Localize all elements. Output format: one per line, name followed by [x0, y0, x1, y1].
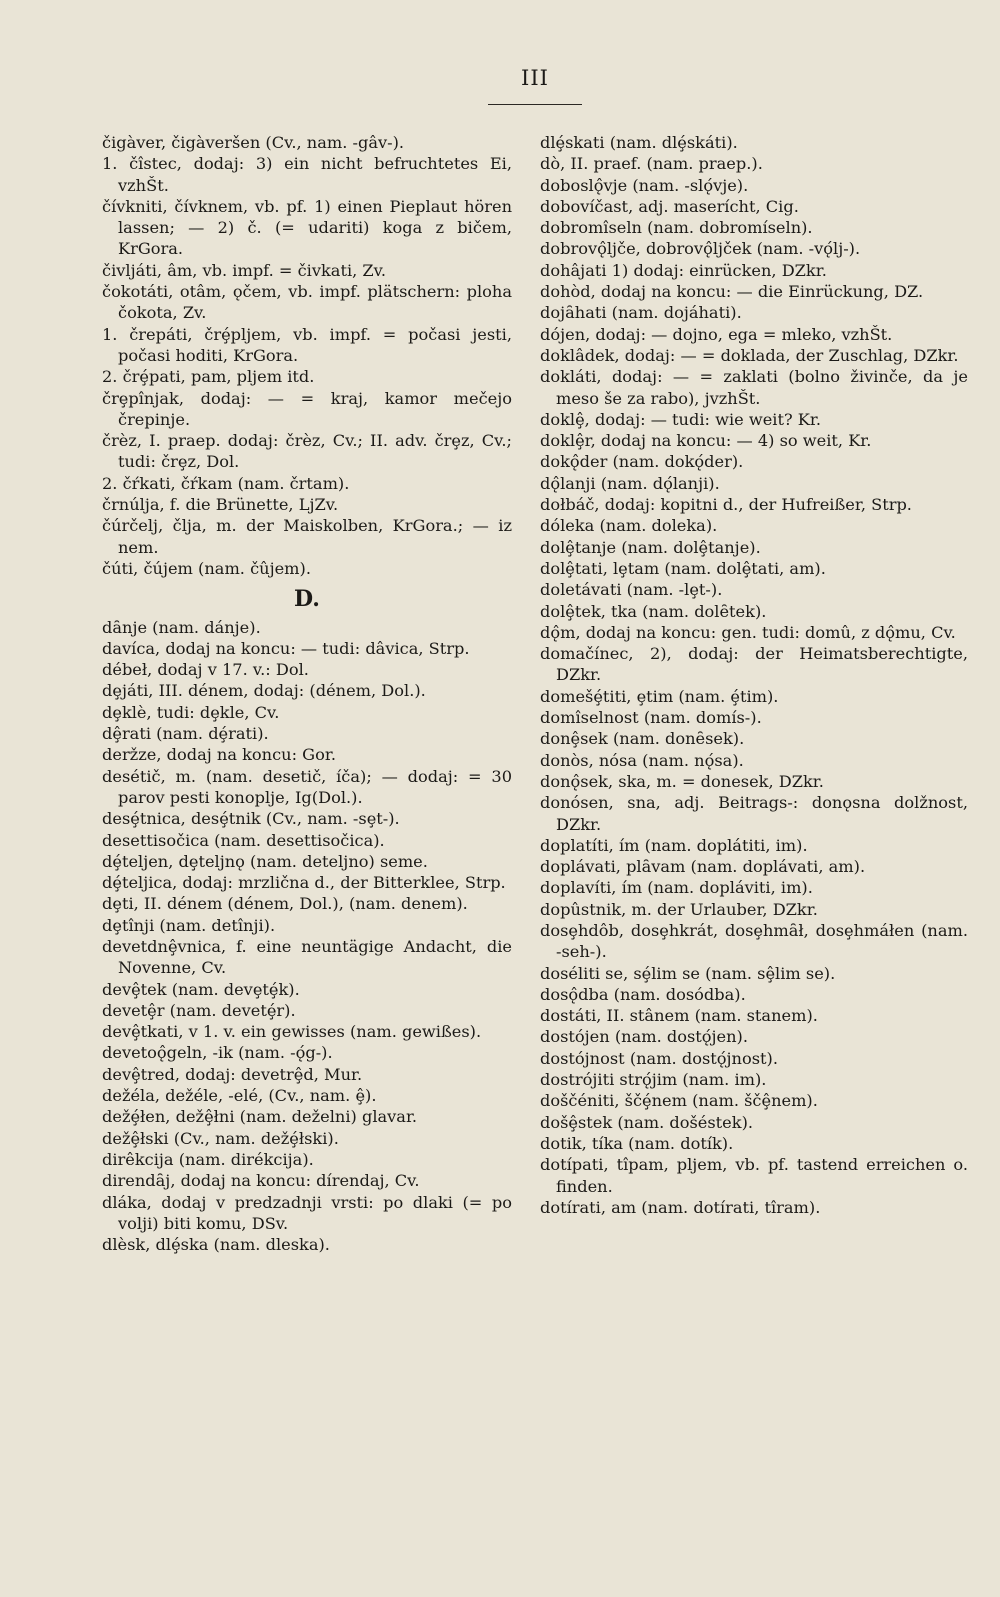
dictionary-entry: dopûstnik, m. der Urlauber, DZkr. — [540, 899, 818, 919]
dictionary-entry: direndȃj, dodaj na koncu: dírendaj, Cv. — [102, 1171, 420, 1191]
dictionary-entry: dojȃhati (nam. dojáhati). — [540, 303, 742, 323]
section-letter: D. — [294, 586, 320, 613]
dictionary-entry: dirêkcija (nam. dirékcija). — [102, 1149, 314, 1169]
right-column — [540, 132, 968, 1218]
dictionary-entry: devetdnȩ̂vnica, f. eine neuntägige Andacht, die Novenne, Cv. — [102, 936, 512, 978]
dictionary-entry: domešȩ́titi, ȩtim (nam. ȩ́tim). — [540, 686, 779, 706]
dictionary-entry: črnúlja, f. die Brünette, LjZv. — [102, 495, 339, 515]
header-rule — [488, 104, 582, 105]
dictionary-entry: dȩ́teljen, dȩteljnǫ (nam. deteljno) seme. — [102, 851, 428, 871]
dictionary-entry: doklâdek, dodaj: — = doklada, der Zuschlag, DZkr. — [540, 345, 959, 365]
dictionary-entry: čúti, čújem (nam. čûjem). — [102, 558, 311, 578]
dictionary-entry: dláka, dodaj v predzadnji vrsti: po dlaki (= po volji) biti komu, DSv. — [102, 1192, 512, 1233]
dictionary-entry: deržze, dodaj na koncu: Gor. — [102, 745, 336, 765]
dictionary-entry: dȃnje (nam. dánje). — [102, 617, 261, 637]
dictionary-entry: dokláti, dodaj: — = zaklati (bolno živinče, da je meso še za rabo), jvzhŠt. — [540, 367, 968, 408]
dictionary-entry: dǫ̂m, dodaj na koncu: gen. tudi: domû, z dǫ̂mu, Cv. — [540, 622, 956, 642]
dictionary-entry: 1. črepáti, črȩ́pljem, vb. impf. = počasi jesti, počasi hoditi, KrGora. — [102, 324, 512, 365]
dictionary-entry: 2. črȩ́pati, pam, pljem itd. — [102, 367, 315, 387]
dictionary-entry: čigàver, čigàveršen (Cv., nam. -gâv-). — [102, 133, 405, 152]
dictionary-entry: desettisočica (nam. desettisočica). — [102, 830, 385, 850]
dictionary-entry: dostáti, II. stânem (nam. stanem). — [540, 1006, 818, 1026]
dictionary-entry: dȩklè, tudi: dȩkle, Cv. — [102, 702, 280, 722]
dictionary-entry: dlȩ́skati (nam. dlȩ́skáti). — [540, 133, 738, 152]
dictionary-entry: črȩpînjak, dodaj: — = kraj, kamor mečejo črepinje. — [102, 388, 512, 429]
dictionary-entry: dotípati, tîpam, pljem, vb. pf. tastend erreichen o. finden. — [540, 1155, 968, 1196]
dictionary-entry: dȩjáti, III. dénem, dodaj: (dénem, Dol.). — [102, 681, 426, 701]
entry-list-d-continued — [540, 132, 968, 1218]
dictionary-entry: doboslǫ̂vje (nam. -slǫ́vje). — [540, 175, 749, 195]
dictionary-entry: donósen, sna, adj. Beitrags-: donǫsna dolžnost, DZkr. — [540, 793, 968, 834]
dictionary-entry: doplavíti, ím (nam. dopláviti, im). — [540, 878, 813, 898]
dictionary-entry: dostrójiti strǫ́jim (nam. im). — [540, 1070, 767, 1090]
dictionary-entry: doklȩ̂, dodaj: — tudi: wie weit? Kr. — [540, 409, 822, 429]
dictionary-entry: domačínec, 2), dodaj: der Heimatsberechtigte, DZkr. — [540, 644, 968, 685]
dictionary-entry: devetoǫ̂geln, -ik (nam. -ǫ́g-). — [102, 1043, 333, 1063]
dictionary-entry: desétič, m. (nam. desetič, íča); — dodaj: = 30 parov pesti konoplje, Ig(Dol.). — [102, 766, 512, 807]
dictionary-entry: 2. čŕkati, čŕkam (nam. črtam). — [102, 473, 350, 493]
dictionary-entry: dȩtînji (nam. detînji). — [102, 915, 276, 935]
dictionary-entry: dołbáč, dodaj: kopitni d., der Hufreißer, Strp. — [540, 495, 912, 515]
dictionary-entry: dȩ́teljica, dodaj: mrzlična d., der Bitterklee, Strp. — [102, 873, 506, 893]
dictionary-entry: dosǫ̂dba (nam. dosódba). — [540, 984, 746, 1004]
entry-list-d — [102, 617, 512, 1256]
dictionary-entry: donòs, nósa (nam. nǫ́sa). — [540, 750, 744, 770]
dictionary-entry: dobromîseln (nam. dobromíseln). — [540, 218, 813, 238]
dictionary-entry: dežȩ̂łski (Cv., nam. dežȩ́łski). — [102, 1128, 339, 1148]
dictionary-entry: dežȩ́łen, dežȩ̂łni (nam. deželni) glavar. — [102, 1107, 418, 1127]
dictionary-entry: devȩ̂tkati, v 1. v. ein gewisses (nam. gewißes). — [102, 1022, 482, 1042]
page-number: III — [521, 66, 549, 90]
dictionary-entry: dotik, tíka (nam. dotík). — [540, 1133, 734, 1153]
dictionary-entry: doščéniti, ščȩ́nem (nam. ščȩ̂nem). — [540, 1091, 818, 1111]
dictionary-entry: dǫ̂lanji (nam. dǫ́lanji). — [540, 473, 720, 493]
dictionary-entry: dobrovǫ̂ljče, dobrovǫ̂ljček (nam. -vǫ́lj-). — [540, 239, 861, 259]
dictionary-entry: dolȩ̂tati, lȩtam (nam. dolȩ̂tati, am). — [540, 558, 826, 578]
dictionary-entry: črèz, I. praep. dodaj: črèz, Cv.; II. adv. črȩz, Cv.; tudi: črȩz, Dol. — [102, 431, 512, 472]
dictionary-entry: čívkniti, čívknem, vb. pf. 1) einen Pieplaut hören lassen; — 2) č. (= udariti) koga z bičem, KrGora. — [102, 196, 512, 259]
dictionary-entry: čúrčelj, člja, m. der Maiskolben, KrGora.; — iz nem. — [102, 516, 512, 557]
dictionary-entry: dostójnost (nam. dostǫ́jnost). — [540, 1048, 778, 1068]
dictionary-entry: dlèsk, dlȩ́ska (nam. dleska). — [102, 1235, 330, 1255]
dictionary-entry: dohòd, dodaj na koncu: — die Einrückung, DZ. — [540, 282, 924, 302]
dictionary-entry: doséliti se, sȩ́lim se (nam. sȩ̂lim se). — [540, 963, 836, 983]
dictionary-entry: dȩ̂rati (nam. dȩ́rati). — [102, 724, 269, 744]
dictionary-entry: doplávati, plȃvam (nam. doplávati, am). — [540, 857, 866, 877]
dictionary-entry: doletávati (nam. -lȩt-). — [540, 580, 723, 600]
dictionary-entry: domîselnost (nam. domís-). — [540, 708, 762, 728]
dictionary-entry: dokǫ̂der (nam. dokǫ́der). — [540, 452, 744, 472]
dictionary-entry: 1. čîstec, dodaj: 3) ein nicht befruchtetes Ei, vzhŠt. — [102, 154, 512, 195]
dictionary-entry: dolȩ̂tanje (nam. dolȩ̂tanje). — [540, 537, 761, 557]
dictionary-entry: čivljáti, âm, vb. impf. = čivkati, Zv. — [102, 260, 387, 280]
dictionary-entry: dȩti, II. dénem (dénem, Dol.), (nam. denem). — [102, 894, 468, 914]
dictionary-entry: davíca, dodaj na koncu: — tudi: dâvica, Strp. — [102, 638, 470, 658]
dictionary-entry: débeł, dodaj v 17. v.: Dol. — [102, 660, 309, 680]
dictionary-entry: donȩ̂sek (nam. donȇsek). — [540, 729, 745, 749]
entry-list-c — [102, 132, 512, 579]
dictionary-entry: donǫ̂sek, ska, m. = donesek, DZkr. — [540, 771, 824, 791]
dictionary-entry: dostójen (nam. dostǫ́jen). — [540, 1027, 749, 1047]
dictionary-entry: čokotáti, otâm, ǫčem, vb. impf. plätschern: ploha čokota, Zv. — [102, 282, 512, 323]
dictionary-entry: dosȩhdôb, dosȩhkrát, dosȩhmȃł, dosȩhmáłen (nam. -seh-). — [540, 920, 968, 962]
dictionary-entry: došȩ̂stek (nam. došéstek). — [540, 1112, 754, 1132]
dictionary-entry: dohâjati 1) dodaj: einrücken, DZkr. — [540, 260, 827, 280]
dictionary-entry: dobovíčast, adj. maserícht, Cig. — [540, 196, 799, 216]
dictionary-entry: dotírati, am (nam. dotírati, tîram). — [540, 1197, 821, 1217]
dictionary-entry: dójen, dodaj: — dojno, ega = mleko, vzhŠt. — [540, 324, 893, 344]
dictionary-entry: devȩ̂tek (nam. devȩtȩ́k). — [102, 979, 300, 999]
dictionary-entry: dò, II. praef. (nam. praep.). — [540, 154, 763, 174]
dictionary-entry: devȩ̂tred, dodaj: devetrȩ̂d, Mur. — [102, 1064, 363, 1084]
dictionary-entry: doplatíti, ím (nam. doplátiti, im). — [540, 835, 808, 855]
dictionary-entry: doklȩ̂r, dodaj na koncu: — 4) so weit, Kr. — [540, 431, 872, 451]
left-column — [102, 132, 512, 1255]
dictionary-entry: devetȩ̂r (nam. devetȩ́r). — [102, 1000, 296, 1020]
dictionary-entry: dóleka (nam. doleka). — [540, 516, 718, 536]
dictionary-entry: dežéla, dežéle, -elé, (Cv., nam. ȩ̂). — [102, 1086, 377, 1106]
dictionary-entry: desȩ́tnica, desȩ́tnik (Cv., nam. -sȩt-). — [102, 809, 400, 829]
dictionary-entry: dolȩ̂tek, tka (nam. dolȇtek). — [540, 601, 767, 621]
